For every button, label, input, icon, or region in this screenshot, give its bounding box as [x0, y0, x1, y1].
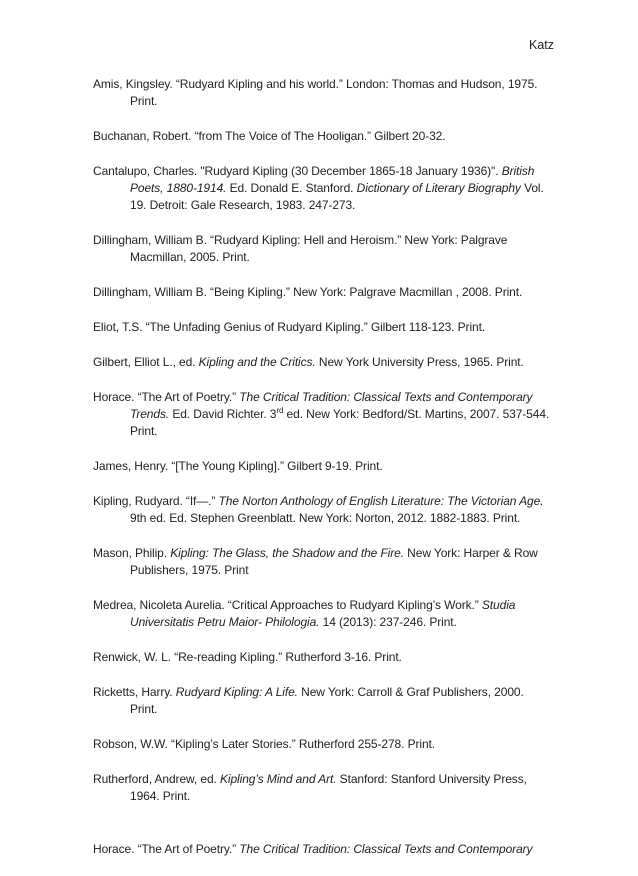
- citation-title-italic: The Critical Tradition: Classical Texts and Contemporary: [239, 842, 533, 856]
- citation-text: Rutherford, Andrew, ed.: [93, 772, 221, 786]
- citation-text: 14 (2013): 237-246. Print.: [319, 615, 457, 629]
- citation-title-italic: Kipling and the Critics.: [198, 355, 316, 369]
- citation-title-italic: The Critical Tradition: Classical Texts and Contemporary Trends.: [130, 390, 533, 421]
- citation-entry: [93, 76, 551, 110]
- citation-text: New York: Carroll & Graf Publishers, 2000. Print.: [130, 685, 524, 716]
- citation-title-italic: The Norton Anthology of English Literature: The Victorian Age.: [218, 494, 544, 508]
- citation-title-italic: Studia Universitatis Petru Maior- Philologia.: [130, 598, 516, 629]
- citation-entry: [93, 545, 551, 579]
- works-cited-list: [93, 76, 551, 876]
- citation-entry: [93, 284, 551, 301]
- citation-entry: [93, 736, 551, 753]
- citation-entry: [93, 128, 551, 145]
- citation-text: Robson, W.W. “Kipling’s Later Stories.” Rutherford 255-278. Print.: [93, 737, 436, 751]
- citation-text: Ed. David Richter. 3: [169, 407, 277, 421]
- citation-entry: [93, 319, 551, 336]
- citation-entry: [93, 771, 551, 805]
- citation-text: Ed. Donald E. Stanford.: [226, 181, 357, 195]
- citation-entry: [93, 354, 551, 371]
- citation-entry: [93, 493, 551, 527]
- citation-title-italic: Kipling: The Glass, the Shadow and the Fire.: [170, 546, 404, 560]
- citation-text: James, Henry. “[The Young Kipling].” Gilbert 9-19. Print.: [93, 459, 383, 473]
- citation-text: Medrea, Nicoleta Aurelia. “Critical Approaches to Rudyard Kipling’s Work.”: [93, 598, 482, 612]
- citation-entry: [93, 597, 551, 631]
- citation-entry: [93, 841, 551, 858]
- citation-text: Eliot, T.S. “The Unfading Genius of Rudyard Kipling.” Gilbert 118-123. Print.: [93, 320, 486, 334]
- citation-title-italic: Dictionary of Literary Biography: [356, 181, 521, 195]
- citation-title-italic: Rudyard Kipling: A Life.: [175, 685, 298, 699]
- citation-text: Dillingham, William B. “Rudyard Kipling: Hell and Heroism.” New York: Palgrave Macmillan, 2005. Print.: [93, 233, 508, 264]
- citation-text: Stanford: Stanford University Press, 1964. Print.: [130, 772, 527, 803]
- citation-title-italic: Kipling’s Mind and Art.: [220, 772, 337, 786]
- citation-entry: [93, 163, 551, 214]
- citation-text: 9th ed. Ed. Stephen Greenblatt. New York: Norton, 2012. 1882-1883. Print.: [130, 511, 521, 525]
- citation-text: Amis, Kingsley. “Rudyard Kipling and his world.” London: Thomas and Hudson, 1975. Print.: [93, 77, 538, 108]
- citation-text: Cantalupo, Charles. "Rudyard Kipling (30 December 1865-18 January 1936)".: [93, 164, 502, 178]
- citation-superscript: rd: [276, 406, 284, 415]
- citation-text: New York: Harper & Row Publishers, 1975. Print: [130, 546, 538, 577]
- citation-entry: [93, 458, 551, 475]
- citation-text: Buchanan, Robert. “from The Voice of The Hooligan.” Gilbert 20-32.: [93, 129, 446, 143]
- citation-text: Mason, Philip.: [93, 546, 171, 560]
- citation-text: ed. New York: Bedford/St. Martins, 2007. 537-544. Print.: [130, 407, 550, 438]
- citation-text: Horace. “The Art of Poetry.”: [93, 390, 240, 404]
- citation-entry: [93, 232, 551, 266]
- citation-text: Dillingham, William B. “Being Kipling.” New York: Palgrave Macmillan , 2008. Print.: [93, 285, 523, 299]
- citation-title-italic: British Poets, 1880-1914.: [130, 164, 535, 195]
- citation-text: New York University Press, 1965. Print.: [315, 355, 524, 369]
- citation-entry: [93, 389, 551, 440]
- citation-text: Vol. 19. Detroit: Gale Research, 1983. 247-273.: [130, 181, 544, 212]
- citation-text: Ricketts, Harry.: [93, 685, 176, 699]
- citation-text: Kipling, Rudyard. “If—.”: [93, 494, 219, 508]
- citation-entry: [93, 684, 551, 718]
- citation-text: Renwick, W. L. “Re-reading Kipling.” Rutherford 3-16. Print.: [93, 650, 402, 664]
- running-head: Katz: [528, 38, 554, 52]
- citation-text: Gilbert, Elliot L., ed.: [93, 355, 199, 369]
- citation-text: Horace. “The Art of Poetry.”: [93, 842, 240, 856]
- citation-entry: [93, 649, 551, 666]
